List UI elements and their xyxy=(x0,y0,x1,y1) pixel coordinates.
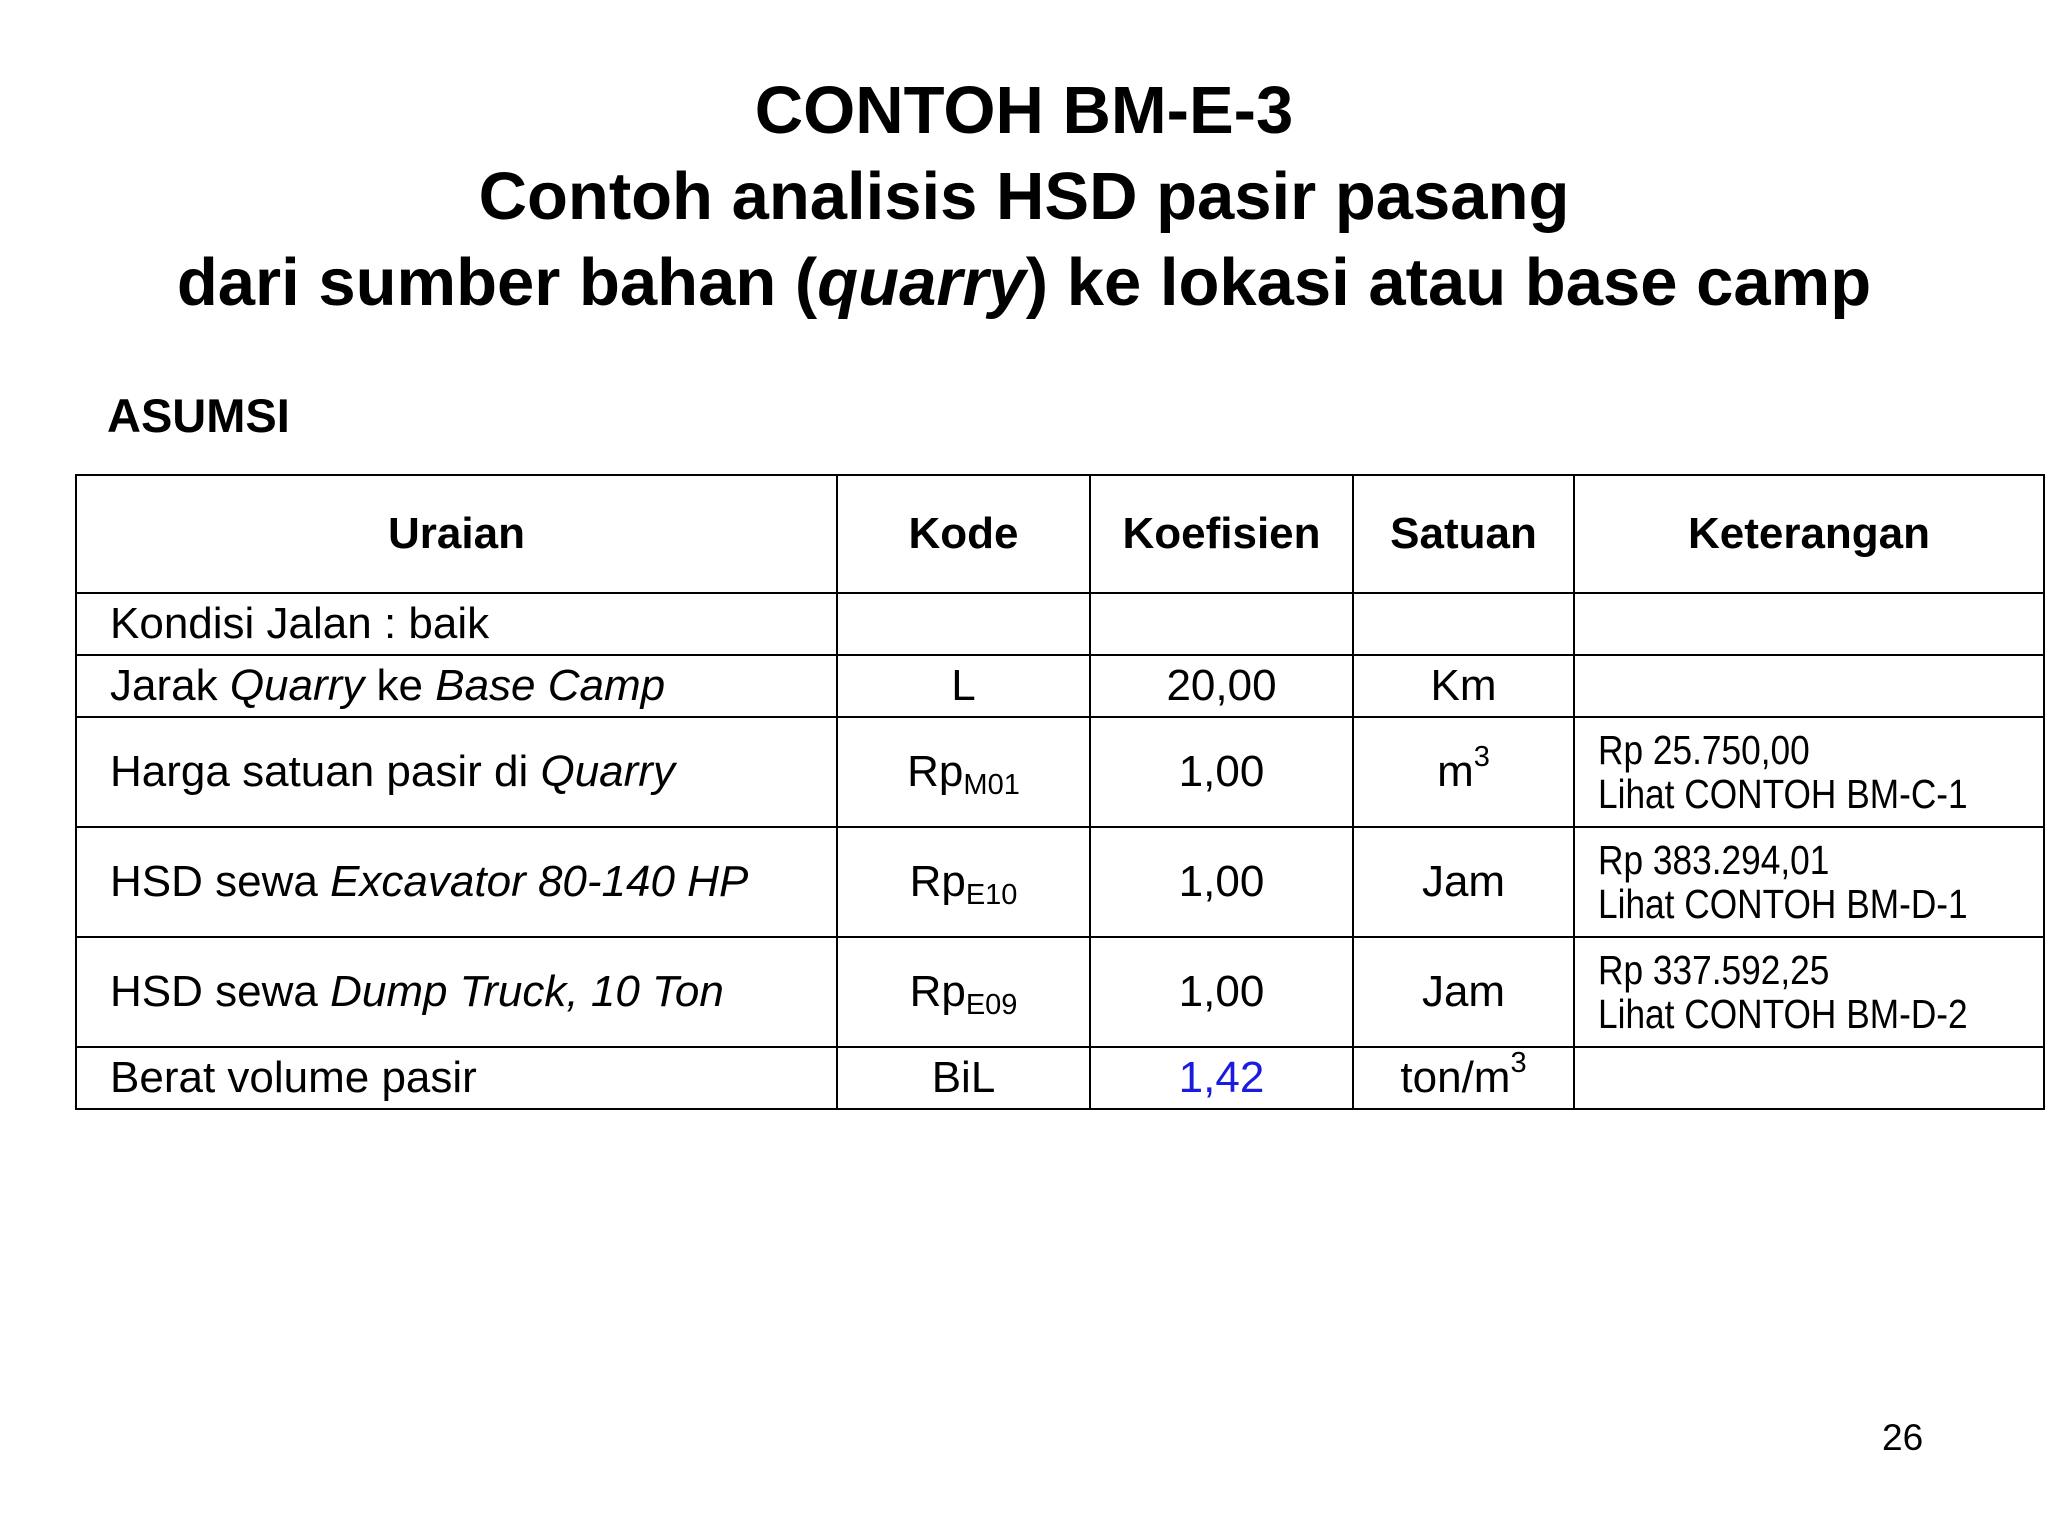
cell-uraian: Kondisi Jalan : baik xyxy=(76,593,837,655)
keterangan-reference: Lihat CONTOH BM-D-2 xyxy=(1598,991,1968,1037)
title-line-3-em: quarry xyxy=(817,245,1026,320)
header-keterangan: Keterangan xyxy=(1574,475,2044,593)
cell-kode: L xyxy=(837,655,1090,717)
cell-keterangan xyxy=(1574,593,2044,655)
header-kode: Kode xyxy=(837,475,1090,593)
cell-uraian: Harga satuan pasir di Quarry xyxy=(76,717,837,827)
cell-uraian: HSD sewa Excavator 80-140 HP xyxy=(76,827,837,937)
cell-keterangan xyxy=(1574,655,2044,717)
cell-satuan: ton/$m^3$ xyxy=(1353,1047,1574,1109)
cell-kode: $Rp_{E09}$ xyxy=(837,937,1090,1047)
keterangan-price: Rp 337.592,25 xyxy=(1598,947,1830,993)
table-row xyxy=(76,717,2044,827)
cell-uraian: Berat volume pasir xyxy=(76,1047,837,1109)
cell-koefisien: 1,00 xyxy=(1090,827,1353,937)
table-row xyxy=(76,593,2044,655)
table-row xyxy=(76,827,2044,937)
title-line-3-pre: dari sumber bahan ( xyxy=(176,245,818,320)
title-line-3 xyxy=(0,240,2048,326)
assumption-table xyxy=(75,474,2045,1110)
cell-uraian: HSD sewa Dump Truck, 10 Ton xyxy=(76,937,837,1047)
cell-keterangan xyxy=(1574,827,2044,937)
cell-uraian: Jarak Quarry ke Base Camp xyxy=(76,655,837,717)
cell-keterangan xyxy=(1574,717,2044,827)
title-line-3-post: ) ke lokasi atau base camp xyxy=(1025,245,1872,320)
cell-keterangan xyxy=(1574,1047,2044,1109)
cell-kode xyxy=(837,593,1090,655)
table-row xyxy=(76,1047,2044,1109)
keterangan-price: Rp 383.294,01 xyxy=(1598,837,1830,883)
table-header-row xyxy=(76,475,2044,593)
header-koefisien: Koefisien xyxy=(1090,475,1353,593)
cell-kode: $Rp_{E10}$ xyxy=(837,827,1090,937)
keterangan-price: Rp 25.750,00 xyxy=(1598,727,1810,773)
table-row xyxy=(76,655,2044,717)
section-label: ASUMSI xyxy=(107,389,290,442)
header-satuan: Satuan xyxy=(1353,475,1574,593)
title-line-2: Contoh analisis HSD pasir pasang xyxy=(478,159,1570,234)
slide-title xyxy=(0,68,2048,326)
cell-satuan: Jam xyxy=(1353,937,1574,1047)
keterangan-reference: Lihat CONTOH BM-D-1 xyxy=(1598,881,1968,927)
page-number: 26 xyxy=(1882,1417,1924,1458)
cell-satuan: Km xyxy=(1353,655,1574,717)
title-line-1: CONTOH BM-E-3 xyxy=(754,73,1294,148)
cell-koefisien: 20,00 xyxy=(1090,655,1353,717)
cell-koefisien: 1,42 xyxy=(1090,1047,1353,1109)
cell-koefisien: 1,00 xyxy=(1090,937,1353,1047)
keterangan-reference: Lihat CONTOH BM-C-1 xyxy=(1598,771,1968,817)
cell-koefisien xyxy=(1090,593,1353,655)
header-uraian: Uraian xyxy=(76,475,837,593)
cell-kode: $Rp_{M01}$ xyxy=(837,717,1090,827)
cell-koefisien: 1,00 xyxy=(1090,717,1353,827)
cell-kode: BiL xyxy=(837,1047,1090,1109)
table-row xyxy=(76,937,2044,1047)
cell-satuan: $m^3$ xyxy=(1353,717,1574,827)
cell-satuan xyxy=(1353,593,1574,655)
cell-keterangan xyxy=(1574,937,2044,1047)
cell-satuan: Jam xyxy=(1353,827,1574,937)
